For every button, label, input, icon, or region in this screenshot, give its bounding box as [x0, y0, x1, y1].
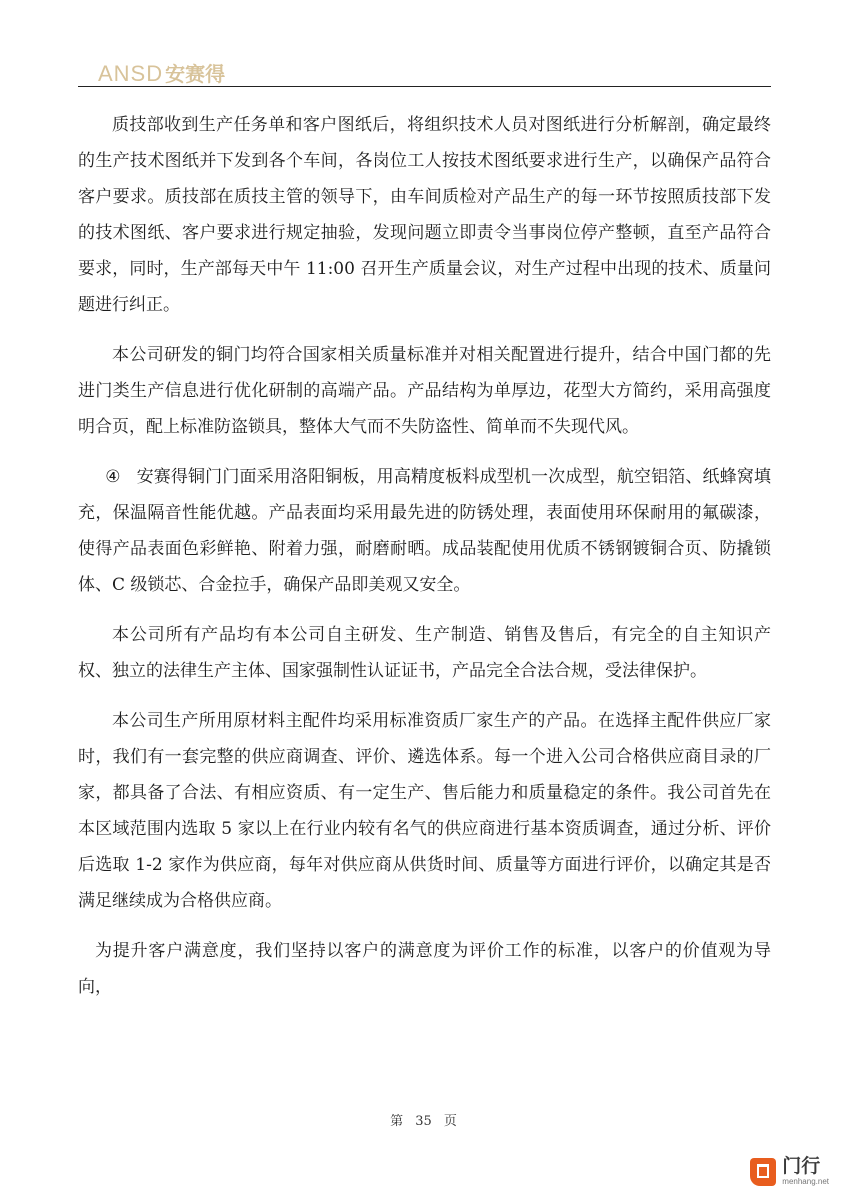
paragraph-intellectual-property: 本公司所有产品均有本公司自主研发、生产制造、销售及售后，有完全的自主知识产权、独立的法律生产主体、国家强制性认证证书，产品完全合法合规，受法律保护。: [78, 625, 771, 681]
header-divider: [78, 86, 771, 87]
site-watermark: [750, 1157, 829, 1186]
paragraph-quality-process: 质技部收到生产任务单和客户图纸后，将组织技术人员对图纸进行分析解剖，确定最终的生产技术图纸并下发到各个车间，各岗位工人按技术图纸要求进行生产，以确保产品符合客户要求。质技部在质技主管的领导下，由车间质检对产品生产的每一环节按照质技部下发的技术图纸、客户要求进行规定抽验，发现问题立即责令当事岗位停产整顿，直至产品符合要求，同时，生产部每天中午 11:00 召开生产质量会议，对生产过程中出现的技术、质量问题进行纠正。: [78, 115, 771, 315]
paragraph-door-materials-text: 安赛得铜门门面采用洛阳铜板，用高精度板料成型机一次成型，航空铝箔、纸蜂窝填充，保温隔音性能优越。产品表面均采用最先进的防锈处理，表面使用环保耐用的氟碳漆，使得产品表面色彩鲜艳、附着力强，耐磨耐晒。成品装配使用优质不锈钢镀铜合页、防撬锁体、C 级锁芯、合金拉手，确保产品即美观又安全。: [78, 467, 771, 595]
watermark-name: 门行: [782, 1155, 821, 1177]
logo-latin-text: ANSD: [98, 61, 164, 86]
paragraph-customer-satisfaction: 为提升客户满意度，我们坚持以客户的满意度为评价工作的标准，以客户的价值观为导向，: [78, 941, 771, 997]
company-logo: [98, 58, 225, 87]
document-body: [78, 107, 771, 1005]
paragraph-supplier-selection: 本公司生产所用原材料主配件均采用标准资质厂家生产的产品。在选择主配件供应厂家时，我们有一套完整的供应商调查、评价、遴选体系。每一个进入公司合格供应商目录的厂家，都具备了合法、有相应资质、有一定生产、售后能力和质量稳定的条件。我公司首先在本区域范围内选取 5 家以上在行业内较有名气的供应商进行基本资质调查，通过分析、评价后选取 1-2 家作为供应商，每年对供应商从供货时间、质量等方面进行评价，以确定其是否满足继续成为合格供应商。: [78, 711, 771, 911]
logo-chinese-text: 安赛得: [165, 62, 226, 86]
watermark-logo-icon: [750, 1158, 776, 1186]
page-number-suffix: 页: [443, 1114, 457, 1129]
page-header: [78, 56, 771, 88]
list-marker: ④: [105, 467, 121, 487]
page-number: [0, 1110, 847, 1129]
page-number-value: 35: [415, 1114, 432, 1129]
paragraph-door-materials: [78, 459, 771, 603]
paragraph-product-research: 本公司研发的铜门均符合国家相关质量标准并对相关配置进行提升，结合中国门都的先进门类生产信息进行优化研制的高端产品。产品结构为单厚边，花型大方简约，采用高强度明合页，配上标准防盗锁具，整体大气而不失防盗性、简单而不失现代风。: [78, 345, 771, 437]
page-number-prefix: 第: [390, 1114, 404, 1129]
watermark-url: menhang.net: [782, 1177, 829, 1186]
